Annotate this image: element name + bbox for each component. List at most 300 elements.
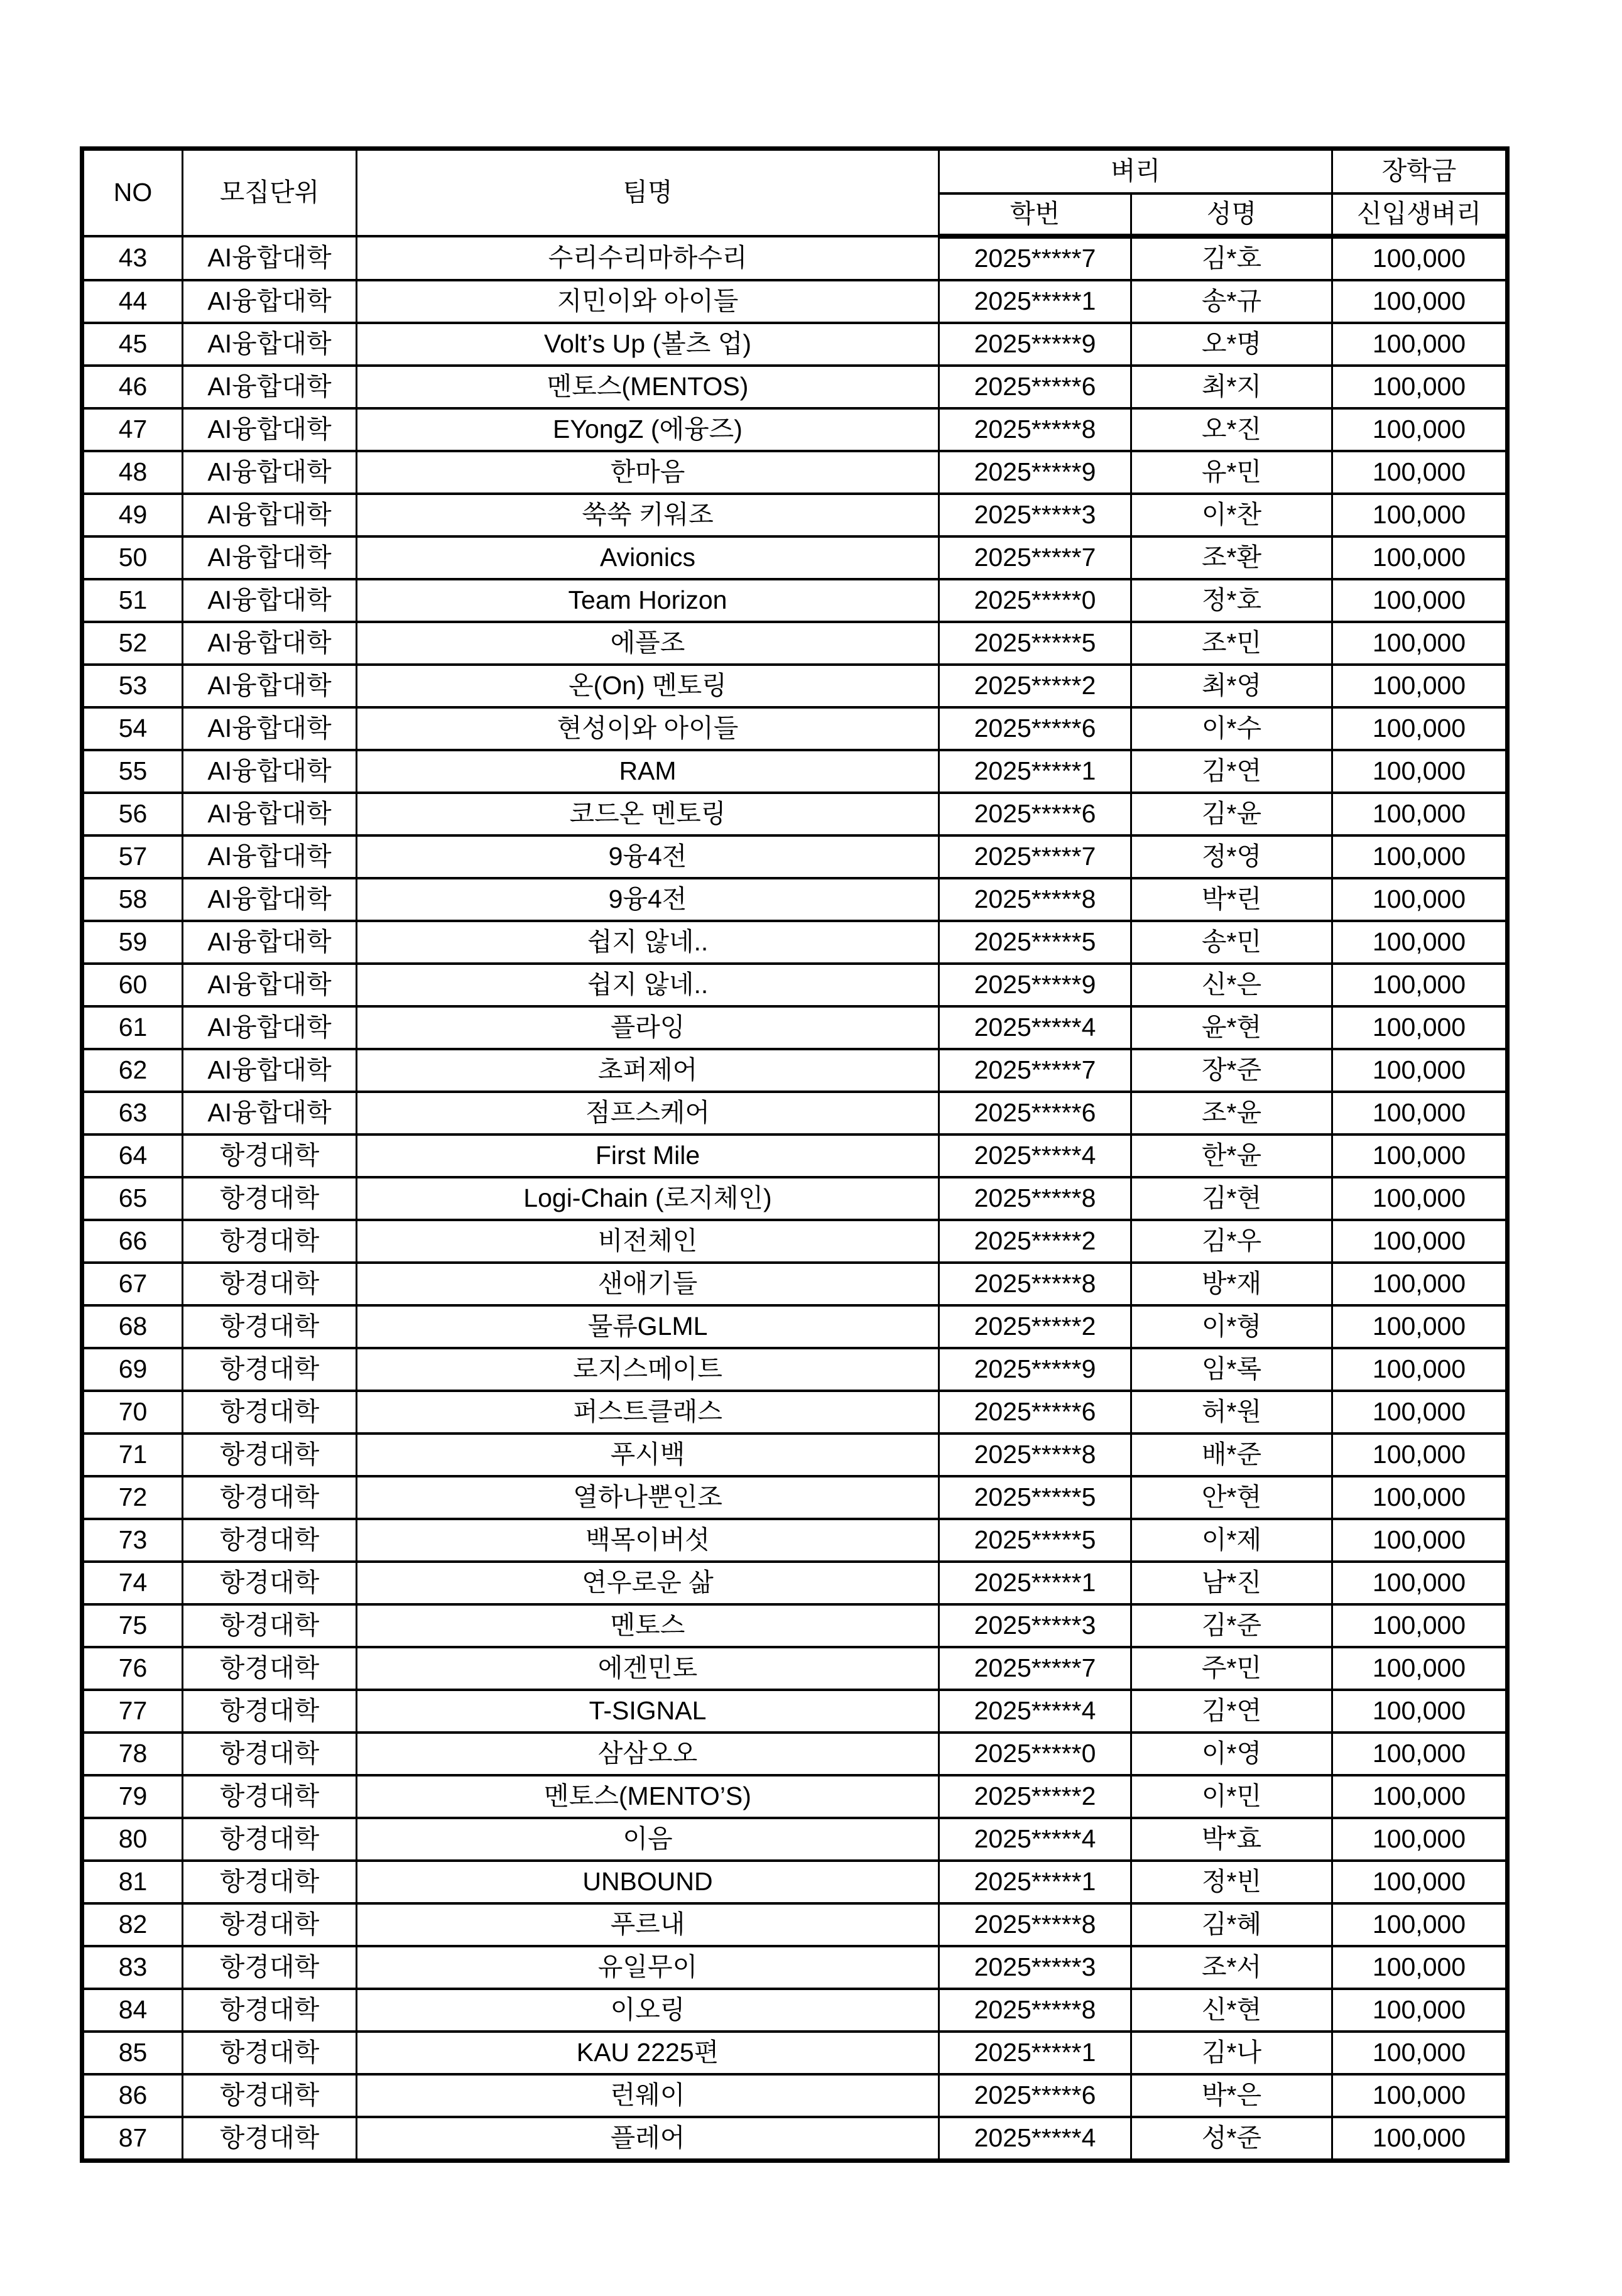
cell-student-id: 2025*****1: [939, 750, 1131, 793]
table-row: [82, 408, 1508, 451]
cell-amount: 100,000: [1332, 1434, 1508, 1476]
cell-name: 박*린: [1131, 878, 1332, 921]
table-row: [82, 236, 1508, 280]
cell-unit: AI융합대학: [183, 1092, 357, 1134]
cell-no: 67: [82, 1263, 183, 1305]
cell-student-id: 2025*****5: [939, 622, 1131, 665]
cell-name: 임*록: [1131, 1348, 1332, 1391]
cell-unit: AI융합대학: [183, 579, 357, 622]
cell-no: 69: [82, 1348, 183, 1391]
cell-name: 정*빈: [1131, 1861, 1332, 1903]
cell-team: 온(On) 멘토링: [357, 665, 939, 707]
cell-student-id: 2025*****9: [939, 1348, 1131, 1391]
cell-team: 백목이버섯: [357, 1519, 939, 1562]
cell-amount: 100,000: [1332, 408, 1508, 451]
cell-amount: 100,000: [1332, 366, 1508, 408]
cell-name: 송*민: [1131, 921, 1332, 964]
cell-student-id: 2025*****6: [939, 1092, 1131, 1134]
cell-unit: 항경대학: [183, 1690, 357, 1733]
cell-student-id: 2025*****4: [939, 1134, 1131, 1177]
cell-team: Logi-Chain (로지체인): [357, 1177, 939, 1220]
cell-no: 54: [82, 707, 183, 750]
cell-name: 이*영: [1131, 1733, 1332, 1775]
cell-name: 남*진: [1131, 1562, 1332, 1604]
table-row: [82, 1861, 1508, 1903]
table-row: [82, 1775, 1508, 1818]
table-row: [82, 1049, 1508, 1092]
table-row: [82, 579, 1508, 622]
cell-student-id: 2025*****4: [939, 1006, 1131, 1049]
cell-no: 76: [82, 1647, 183, 1690]
table-row: [82, 2117, 1508, 2161]
cell-name: 박*효: [1131, 1818, 1332, 1861]
cell-no: 52: [82, 622, 183, 665]
cell-team: 열하나뿐인조: [357, 1476, 939, 1519]
cell-student-id: 2025*****8: [939, 1989, 1131, 2032]
cell-unit: AI융합대학: [183, 408, 357, 451]
cell-student-id: 2025*****8: [939, 1177, 1131, 1220]
cell-team: 푸르내: [357, 1903, 939, 1946]
cell-amount: 100,000: [1332, 1476, 1508, 1519]
table-row: [82, 1263, 1508, 1305]
cell-amount: 100,000: [1332, 921, 1508, 964]
cell-amount: 100,000: [1332, 622, 1508, 665]
cell-team: 삼삼오오: [357, 1733, 939, 1775]
cell-name: 이*찬: [1131, 494, 1332, 536]
cell-name: 한*윤: [1131, 1134, 1332, 1177]
cell-unit: 항경대학: [183, 1391, 357, 1434]
cell-student-id: 2025*****9: [939, 964, 1131, 1006]
cell-name: 최*지: [1131, 366, 1332, 408]
cell-unit: AI융합대학: [183, 1049, 357, 1092]
table-row: [82, 1006, 1508, 1049]
cell-team: 로지스메이트: [357, 1348, 939, 1391]
cell-team: 점프스케어: [357, 1092, 939, 1134]
cell-unit: AI융합대학: [183, 750, 357, 793]
cell-student-id: 2025*****2: [939, 1220, 1131, 1263]
cell-amount: 100,000: [1332, 1092, 1508, 1134]
cell-unit: AI융합대학: [183, 964, 357, 1006]
cell-amount: 100,000: [1332, 1134, 1508, 1177]
cell-unit: AI융합대학: [183, 707, 357, 750]
cell-no: 43: [82, 236, 183, 280]
cell-no: 61: [82, 1006, 183, 1049]
cell-student-id: 2025*****9: [939, 323, 1131, 366]
cell-team: 에겐민토: [357, 1647, 939, 1690]
cell-no: 77: [82, 1690, 183, 1733]
cell-no: 59: [82, 921, 183, 964]
cell-name: 김*연: [1131, 750, 1332, 793]
cell-student-id: 2025*****7: [939, 1049, 1131, 1092]
cell-no: 74: [82, 1562, 183, 1604]
table-row: [82, 707, 1508, 750]
cell-unit: 항경대학: [183, 1861, 357, 1903]
cell-amount: 100,000: [1332, 1263, 1508, 1305]
table-row: [82, 536, 1508, 579]
table-row: [82, 921, 1508, 964]
cell-name: 최*영: [1131, 665, 1332, 707]
cell-team: 플레어: [357, 2117, 939, 2161]
cell-name: 신*은: [1131, 964, 1332, 1006]
cell-student-id: 2025*****1: [939, 1562, 1131, 1604]
cell-unit: 항경대학: [183, 1647, 357, 1690]
cell-team: 이음: [357, 1818, 939, 1861]
cell-student-id: 2025*****5: [939, 921, 1131, 964]
cell-name: 김*나: [1131, 2032, 1332, 2074]
cell-name: 주*민: [1131, 1647, 1332, 1690]
cell-student-id: 2025*****6: [939, 366, 1131, 408]
table-row: [82, 2032, 1508, 2074]
cell-no: 82: [82, 1903, 183, 1946]
cell-unit: 항경대학: [183, 1434, 357, 1476]
cell-amount: 100,000: [1332, 835, 1508, 878]
cell-student-id: 2025*****4: [939, 1818, 1131, 1861]
table-row: [82, 1434, 1508, 1476]
cell-no: 51: [82, 579, 183, 622]
cell-amount: 100,000: [1332, 1049, 1508, 1092]
cell-student-id: 2025*****1: [939, 1861, 1131, 1903]
cell-team: 멘토스(MENTO’S): [357, 1775, 939, 1818]
table-row: [82, 1519, 1508, 1562]
table-row: [82, 1391, 1508, 1434]
cell-team: Team Horizon: [357, 579, 939, 622]
cell-amount: 100,000: [1332, 1177, 1508, 1220]
cell-amount: 100,000: [1332, 579, 1508, 622]
cell-no: 49: [82, 494, 183, 536]
cell-unit: 항경대학: [183, 1263, 357, 1305]
table-row: [82, 622, 1508, 665]
table-header: [82, 149, 1508, 237]
cell-name: 이*수: [1131, 707, 1332, 750]
cell-name: 송*규: [1131, 280, 1332, 323]
cell-team: UNBOUND: [357, 1861, 939, 1903]
cell-unit: AI융합대학: [183, 366, 357, 408]
cell-unit: 항경대학: [183, 1348, 357, 1391]
cell-no: 81: [82, 1861, 183, 1903]
cell-no: 84: [82, 1989, 183, 2032]
cell-no: 46: [82, 366, 183, 408]
cell-team: 한마음: [357, 451, 939, 494]
cell-no: 65: [82, 1177, 183, 1220]
cell-amount: 100,000: [1332, 964, 1508, 1006]
cell-unit: 항경대학: [183, 1818, 357, 1861]
cell-name: 조*환: [1131, 536, 1332, 579]
table-row: [82, 1092, 1508, 1134]
cell-team: 수리수리마하수리: [357, 236, 939, 280]
cell-name: 김*현: [1131, 1177, 1332, 1220]
cell-amount: 100,000: [1332, 1861, 1508, 1903]
table-row: [82, 1903, 1508, 1946]
cell-unit: 항경대학: [183, 1134, 357, 1177]
cell-amount: 100,000: [1332, 665, 1508, 707]
cell-amount: 100,000: [1332, 280, 1508, 323]
table-row: [82, 1134, 1508, 1177]
cell-no: 47: [82, 408, 183, 451]
cell-name: 신*현: [1131, 1989, 1332, 2032]
cell-student-id: 2025*****4: [939, 2117, 1131, 2161]
cell-unit: AI융합대학: [183, 280, 357, 323]
cell-unit: AI융합대학: [183, 665, 357, 707]
cell-amount: 100,000: [1332, 1562, 1508, 1604]
cell-name: 유*민: [1131, 451, 1332, 494]
cell-no: 86: [82, 2074, 183, 2117]
cell-team: RAM: [357, 750, 939, 793]
table-row: [82, 1476, 1508, 1519]
cell-unit: 항경대학: [183, 2117, 357, 2161]
cell-no: 44: [82, 280, 183, 323]
table-row: [82, 878, 1508, 921]
cell-no: 73: [82, 1519, 183, 1562]
cell-amount: 100,000: [1332, 323, 1508, 366]
cell-name: 조*서: [1131, 1946, 1332, 1989]
cell-team: 샌애기들: [357, 1263, 939, 1305]
cell-no: 72: [82, 1476, 183, 1519]
cell-team: 플라잉: [357, 1006, 939, 1049]
cell-team: Avionics: [357, 536, 939, 579]
cell-team: 쉽지 않네..: [357, 964, 939, 1006]
cell-amount: 100,000: [1332, 451, 1508, 494]
cell-no: 60: [82, 964, 183, 1006]
header-byeori-group: 벼리: [939, 149, 1332, 194]
cell-no: 63: [82, 1092, 183, 1134]
cell-unit: AI융합대학: [183, 451, 357, 494]
table-row: [82, 1733, 1508, 1775]
cell-team: 9융4전: [357, 835, 939, 878]
table-row: [82, 323, 1508, 366]
cell-no: 57: [82, 835, 183, 878]
cell-amount: 100,000: [1332, 1690, 1508, 1733]
cell-name: 김*호: [1131, 236, 1332, 280]
cell-team: 현성이와 아이들: [357, 707, 939, 750]
table-row: [82, 665, 1508, 707]
cell-team: First Mile: [357, 1134, 939, 1177]
cell-team: 에플조: [357, 622, 939, 665]
cell-name: 김*연: [1131, 1690, 1332, 1733]
cell-amount: 100,000: [1332, 707, 1508, 750]
cell-amount: 100,000: [1332, 2074, 1508, 2117]
cell-unit: 항경대학: [183, 1989, 357, 2032]
cell-no: 50: [82, 536, 183, 579]
cell-unit: 항경대학: [183, 1604, 357, 1647]
table-row: [82, 964, 1508, 1006]
cell-name: 장*준: [1131, 1049, 1332, 1092]
header-scholarship-sub: 신입생벼리: [1332, 193, 1508, 236]
cell-amount: 100,000: [1332, 1647, 1508, 1690]
cell-amount: 100,000: [1332, 1305, 1508, 1348]
header-scholarship: 장학금: [1332, 149, 1508, 194]
cell-student-id: 2025*****3: [939, 1604, 1131, 1647]
table-row: [82, 280, 1508, 323]
cell-name: 배*준: [1131, 1434, 1332, 1476]
cell-name: 정*호: [1131, 579, 1332, 622]
cell-name: 허*원: [1131, 1391, 1332, 1434]
cell-no: 87: [82, 2117, 183, 2161]
table-body: [82, 236, 1508, 2161]
scholarship-table: [80, 146, 1510, 2163]
cell-no: 85: [82, 2032, 183, 2074]
cell-amount: 100,000: [1332, 1946, 1508, 1989]
table-row: [82, 1348, 1508, 1391]
cell-no: 80: [82, 1818, 183, 1861]
cell-student-id: 2025*****5: [939, 1476, 1131, 1519]
table-row: [82, 366, 1508, 408]
cell-unit: 항경대학: [183, 1177, 357, 1220]
cell-team: 물류GLML: [357, 1305, 939, 1348]
cell-team: 연우로운 삶: [357, 1562, 939, 1604]
table-row: [82, 793, 1508, 835]
cell-unit: AI융합대학: [183, 536, 357, 579]
cell-student-id: 2025*****8: [939, 1434, 1131, 1476]
cell-amount: 100,000: [1332, 1348, 1508, 1391]
cell-unit: 항경대학: [183, 1733, 357, 1775]
cell-name: 오*진: [1131, 408, 1332, 451]
table-row: [82, 1647, 1508, 1690]
cell-team: 쉽지 않네..: [357, 921, 939, 964]
cell-amount: 100,000: [1332, 236, 1508, 280]
cell-unit: AI융합대학: [183, 323, 357, 366]
cell-student-id: 2025*****6: [939, 1391, 1131, 1434]
table-row: [82, 1220, 1508, 1263]
cell-team: T-SIGNAL: [357, 1690, 939, 1733]
header-name: 성명: [1131, 193, 1332, 236]
cell-name: 김*혜: [1131, 1903, 1332, 1946]
cell-unit: AI융합대학: [183, 622, 357, 665]
cell-no: 71: [82, 1434, 183, 1476]
cell-team: 멘토스: [357, 1604, 939, 1647]
cell-no: 48: [82, 451, 183, 494]
cell-unit: 항경대학: [183, 1946, 357, 1989]
cell-unit: 항경대학: [183, 1305, 357, 1348]
cell-no: 83: [82, 1946, 183, 1989]
table-row: [82, 1177, 1508, 1220]
cell-team: 코드온 멘토링: [357, 793, 939, 835]
cell-no: 56: [82, 793, 183, 835]
cell-name: 방*재: [1131, 1263, 1332, 1305]
cell-unit: 항경대학: [183, 1220, 357, 1263]
cell-team: 유일무이: [357, 1946, 939, 1989]
cell-amount: 100,000: [1332, 2117, 1508, 2161]
cell-student-id: 2025*****3: [939, 494, 1131, 536]
cell-no: 45: [82, 323, 183, 366]
cell-name: 김*우: [1131, 1220, 1332, 1263]
cell-team: 비전체인: [357, 1220, 939, 1263]
cell-student-id: 2025*****1: [939, 280, 1131, 323]
cell-amount: 100,000: [1332, 1775, 1508, 1818]
table-row: [82, 2074, 1508, 2117]
cell-student-id: 2025*****3: [939, 1946, 1131, 1989]
cell-student-id: 2025*****7: [939, 536, 1131, 579]
cell-amount: 100,000: [1332, 1006, 1508, 1049]
cell-student-id: 2025*****1: [939, 2032, 1131, 2074]
cell-no: 68: [82, 1305, 183, 1348]
cell-name: 조*민: [1131, 622, 1332, 665]
cell-student-id: 2025*****7: [939, 835, 1131, 878]
cell-no: 53: [82, 665, 183, 707]
cell-student-id: 2025*****2: [939, 665, 1131, 707]
cell-amount: 100,000: [1332, 793, 1508, 835]
cell-unit: 항경대학: [183, 1775, 357, 1818]
cell-amount: 100,000: [1332, 1391, 1508, 1434]
cell-name: 김*윤: [1131, 793, 1332, 835]
header-unit: 모집단위: [183, 149, 357, 237]
cell-student-id: 2025*****6: [939, 707, 1131, 750]
cell-amount: 100,000: [1332, 1220, 1508, 1263]
table-row: [82, 494, 1508, 536]
cell-unit: 항경대학: [183, 1903, 357, 1946]
table-row: [82, 1818, 1508, 1861]
cell-student-id: 2025*****6: [939, 2074, 1131, 2117]
table-row: [82, 1604, 1508, 1647]
cell-student-id: 2025*****7: [939, 1647, 1131, 1690]
cell-team: 9융4전: [357, 878, 939, 921]
table-row: [82, 1305, 1508, 1348]
cell-student-id: 2025*****8: [939, 1903, 1131, 1946]
cell-unit: AI융합대학: [183, 236, 357, 280]
cell-amount: 100,000: [1332, 494, 1508, 536]
cell-unit: AI융합대학: [183, 878, 357, 921]
cell-team: 퍼스트클래스: [357, 1391, 939, 1434]
cell-team: 이오링: [357, 1989, 939, 2032]
cell-name: 박*은: [1131, 2074, 1332, 2117]
cell-name: 안*현: [1131, 1476, 1332, 1519]
cell-team: 멘토스(MENTOS): [357, 366, 939, 408]
header-student-id: 학번: [939, 193, 1131, 236]
cell-no: 58: [82, 878, 183, 921]
cell-unit: 항경대학: [183, 2074, 357, 2117]
cell-amount: 100,000: [1332, 1818, 1508, 1861]
cell-student-id: 2025*****8: [939, 408, 1131, 451]
cell-team: 푸시백: [357, 1434, 939, 1476]
cell-unit: 항경대학: [183, 1562, 357, 1604]
cell-amount: 100,000: [1332, 1604, 1508, 1647]
cell-unit: AI융합대학: [183, 494, 357, 536]
cell-amount: 100,000: [1332, 878, 1508, 921]
cell-no: 62: [82, 1049, 183, 1092]
cell-no: 70: [82, 1391, 183, 1434]
cell-name: 이*민: [1131, 1775, 1332, 1818]
cell-unit: AI융합대학: [183, 921, 357, 964]
table-row: [82, 1946, 1508, 1989]
cell-student-id: 2025*****2: [939, 1775, 1131, 1818]
cell-amount: 100,000: [1332, 1519, 1508, 1562]
cell-amount: 100,000: [1332, 2032, 1508, 2074]
cell-amount: 100,000: [1332, 750, 1508, 793]
table-row: [82, 1989, 1508, 2032]
table-row: [82, 835, 1508, 878]
cell-unit: 항경대학: [183, 2032, 357, 2074]
cell-student-id: 2025*****4: [939, 1690, 1131, 1733]
cell-name: 김*준: [1131, 1604, 1332, 1647]
cell-amount: 100,000: [1332, 1989, 1508, 2032]
cell-unit: 항경대학: [183, 1476, 357, 1519]
cell-student-id: 2025*****8: [939, 1263, 1131, 1305]
cell-name: 정*영: [1131, 835, 1332, 878]
cell-student-id: 2025*****2: [939, 1305, 1131, 1348]
cell-team: 초퍼제어: [357, 1049, 939, 1092]
cell-student-id: 2025*****5: [939, 1519, 1131, 1562]
cell-amount: 100,000: [1332, 1733, 1508, 1775]
cell-name: 윤*현: [1131, 1006, 1332, 1049]
header-no: NO: [82, 149, 183, 237]
cell-unit: AI융합대학: [183, 1006, 357, 1049]
cell-student-id: 2025*****7: [939, 236, 1131, 280]
cell-unit: AI융합대학: [183, 835, 357, 878]
cell-name: 성*준: [1131, 2117, 1332, 2161]
cell-team: EYongZ (에융즈): [357, 408, 939, 451]
header-team: 팀명: [357, 149, 939, 237]
cell-no: 75: [82, 1604, 183, 1647]
cell-name: 이*형: [1131, 1305, 1332, 1348]
